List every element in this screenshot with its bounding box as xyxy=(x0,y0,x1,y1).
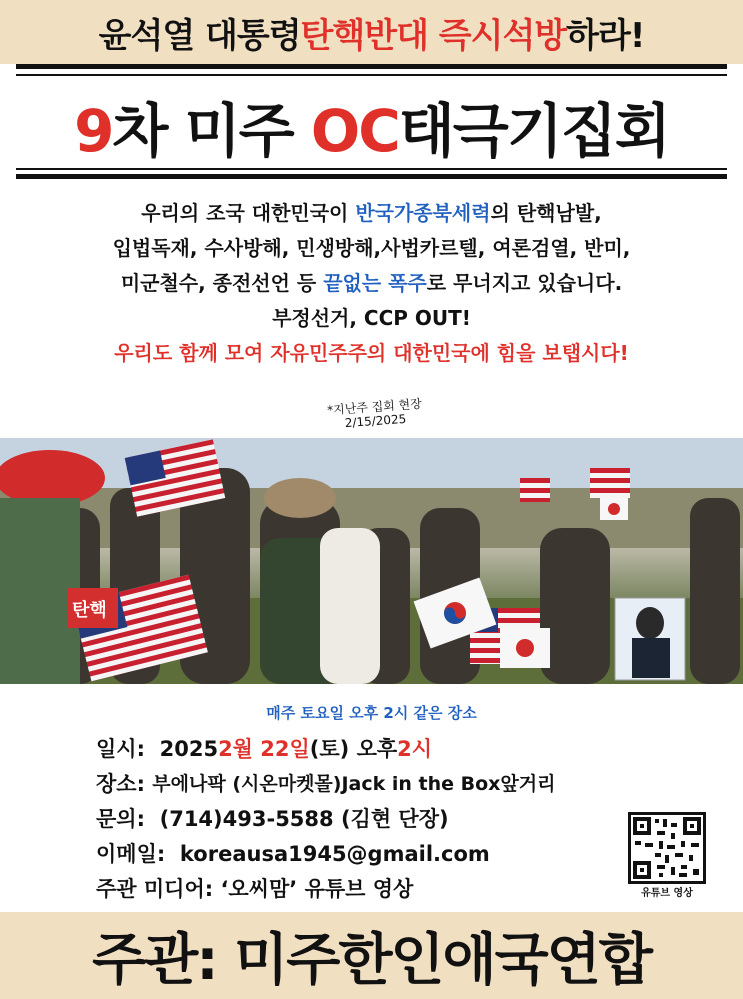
message-line-5: 우리도 함께 모여 자유민주주의 대한민국에 힘을 보탭시다! xyxy=(114,341,629,365)
top-banner-text-2: 탄핵반대 즉시석방 xyxy=(300,15,567,56)
message-text: 의 탄핵남발, xyxy=(490,201,602,225)
date-day: 2월 22일 xyxy=(218,737,310,761)
divider xyxy=(16,174,727,179)
divider xyxy=(16,168,727,170)
message-line-2: 입법독재, 수사방해, 민생방해,사법카르텔, 여론검열, 반미, xyxy=(112,236,631,260)
message-line-1 xyxy=(0,196,743,231)
photo-caption xyxy=(299,395,451,433)
date-label: 일시: xyxy=(96,737,145,761)
photo-caption-date: 2/15/2025 xyxy=(344,411,407,431)
weekly-schedule: 매주 토요일 오후 2시 같은 장소 xyxy=(266,704,477,722)
date-time: 2시 xyxy=(397,737,433,761)
divider xyxy=(16,64,727,69)
info-date-row xyxy=(96,732,716,767)
info-email-row xyxy=(96,837,716,872)
message-highlight: 반국가종북세력 xyxy=(355,201,491,225)
message-block xyxy=(0,196,743,371)
organizer-banner xyxy=(0,912,743,999)
contact-label: 문의: xyxy=(96,807,145,831)
info-place-row xyxy=(96,767,716,802)
place-value: 부에나팍 (시온마켓몰)Jack in the Box앞거리 xyxy=(152,773,556,795)
date-mid: (토) 오후 xyxy=(309,737,398,761)
event-title xyxy=(0,84,743,168)
divider xyxy=(16,74,727,76)
message-highlight: 끝없는 폭주 xyxy=(323,271,427,295)
message-text: 미군철수, 종전선언 등 xyxy=(120,271,324,295)
top-banner xyxy=(0,0,743,64)
photo-caption-line: *지난주 집회 현장 xyxy=(326,396,423,418)
rally-photo xyxy=(0,438,743,684)
message-line-4: 부정선거, CCP OUT! xyxy=(272,306,471,330)
title-oc: OC xyxy=(310,97,399,165)
place-label: 장소: xyxy=(96,772,145,796)
title-section xyxy=(0,64,743,184)
top-banner-text-3: 하라! xyxy=(566,15,645,56)
qr-code[interactable] xyxy=(628,812,706,884)
date-year: 2025 xyxy=(159,737,219,761)
message-text: 로 무너지고 있습니다. xyxy=(426,271,623,295)
message-line-3 xyxy=(0,266,743,301)
media-value: ‘오씨맘’ 유튜브 영상 xyxy=(220,877,414,901)
event-info xyxy=(96,732,716,907)
media-label: 주관 미디어: xyxy=(96,877,214,901)
top-banner-text-1: 윤석열 대통령 xyxy=(98,15,301,56)
title-text-2: 태극기집회 xyxy=(398,97,669,165)
message-text: 우리의 조국 대한민국이 xyxy=(141,201,356,225)
organizer-text: 주관: 미주한인애국연합 xyxy=(92,927,651,993)
email-value[interactable]: koreausa1945@gmail.com xyxy=(179,842,490,866)
email-label: 이메일: xyxy=(96,842,166,866)
title-text-1: 차 미주 xyxy=(112,97,311,165)
contact-value: (714)493-5588 (김현 단장) xyxy=(159,807,449,831)
title-number: 9 xyxy=(74,97,113,165)
qr-pattern xyxy=(631,815,703,881)
info-contact-row xyxy=(96,802,716,837)
rally-photo-illustration xyxy=(0,438,743,684)
qr-caption: 유튜브 영상 xyxy=(641,888,693,899)
protest-sign-text: 탄핵 xyxy=(72,600,107,621)
